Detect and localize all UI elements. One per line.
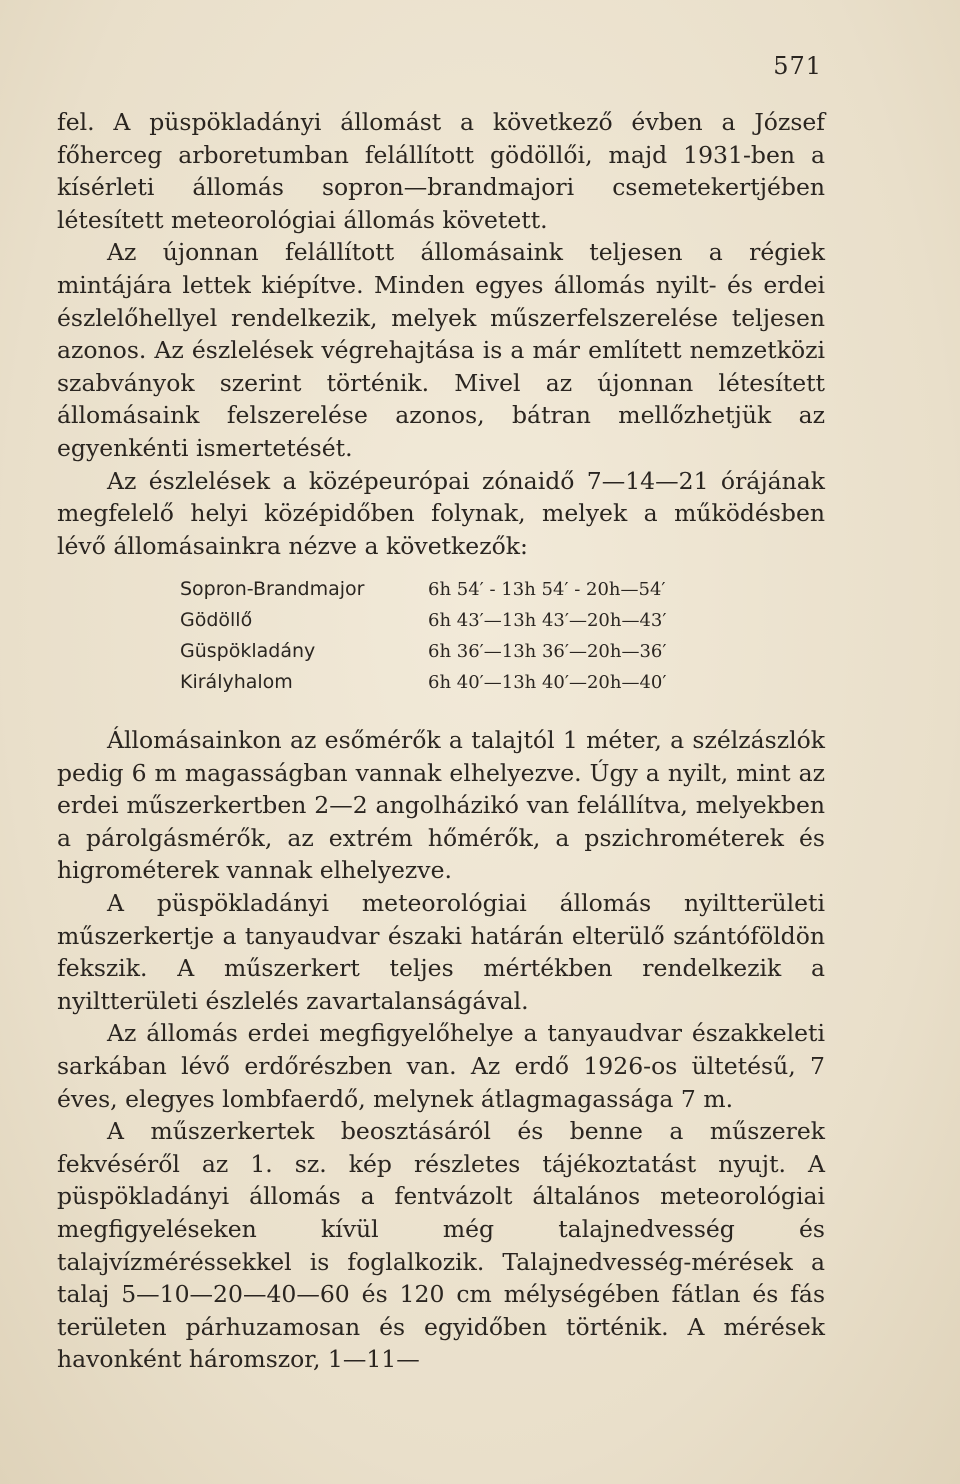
paragraph: Az állomás erdei megfigyelőhelye a tanyaudvar északkeleti sarkában lévő erdőrészben van. Az erdő 1926-os ültetésű, 7 éves, elegyes lombfaerdő, melynek átlagmagassága 7 m. xyxy=(57,1019,825,1113)
paragraph: fel. A püspökladányi állomást a következő évben a József főherceg arboretumban felállított gödöllői, majd 1931-ben a kísérleti állomás sopron—brandmajori csemetekertjében létesített meteorológiai állomás követett. xyxy=(57,108,825,234)
station-times: 6h 43′—13h 43′—20h—43′ xyxy=(428,610,667,631)
table-row xyxy=(180,636,740,667)
body-text-top xyxy=(57,106,825,562)
station-times: 6h 36′—13h 36′—20h—36′ xyxy=(428,641,667,662)
table-row xyxy=(180,605,740,636)
page-number: 571 xyxy=(773,52,822,80)
station-times: 6h 54′ - 13h 54′ - 20h—54′ xyxy=(428,579,666,600)
station-name: Sopron-Brandmajor xyxy=(180,578,365,600)
observation-times-table xyxy=(180,574,740,698)
table-row xyxy=(180,667,740,698)
paragraph: A műszerkertek beosztásáról és benne a műszerek fekvéséről az 1. sz. kép részletes tájékoztatást nyujt. A püspökladányi állomás a fentvázolt általános meteorológiai megfigyeléseken kívül még talajnedvesség és talajvízméréssekkel is foglalkozik. Talajnedvesség-mérések a talaj 5—10—20—40—60 és 120 cm mélységében fátlan és fás területen párhuzamosan és egyidőben történik. A mérések havonként háromszor, 1—11— xyxy=(57,1117,825,1374)
paragraph: Az észlelések a középeurópai zónaidő 7—14—21 órájának megfelelő helyi középidőben folynak, melyek a működésben lévő állomásainkra nézve a következők: xyxy=(57,466,825,560)
paragraph: Állomásainkon az esőmérők a talajtól 1 méter, a szélzászlók pedig 6 m magasságban vannak elhelyezve. Úgy a nyilt, mint az erdei műszerkertben 2—2 angolházikó van felállítva, melyekben a párolgásmérők, az extrém hőmérők, a pszichrométerek és higrométerek vannak elhelyezve. xyxy=(57,726,825,885)
station-name: Güspökladány xyxy=(180,640,316,662)
station-name: Gödöllő xyxy=(180,609,253,631)
table-row xyxy=(180,574,740,605)
paragraph: Az újonnan felállított állomásaink teljesen a régiek mintájára lettek kiépítve. Minden egyes állomás nyilt- és erdei észlelőhellyel rendelkezik, melyek műszerfelszerelése teljesen azonos. Az észlelések végrehajtása is a már említett nemzetközi szabványok szerint történik. Mivel az újonnan létesített állomásaink felszerelése azonos, bátran mellőzhetjük az egyenkénti ismertetését. xyxy=(57,238,825,462)
paragraph: A püspökladányi meteorológiai állomás nyiltterületi műszerkertje a tanyaudvar északi határán elterülő szántóföldön fekszik. A műszerkert teljes mértékben rendelkezik a nyiltterületi észlelés zavartalanságával. xyxy=(57,888,825,1015)
station-times: 6h 40′—13h 40′—20h—40′ xyxy=(428,672,667,693)
body-text-bottom xyxy=(57,724,825,1376)
station-name: Királyhalom xyxy=(180,671,293,693)
